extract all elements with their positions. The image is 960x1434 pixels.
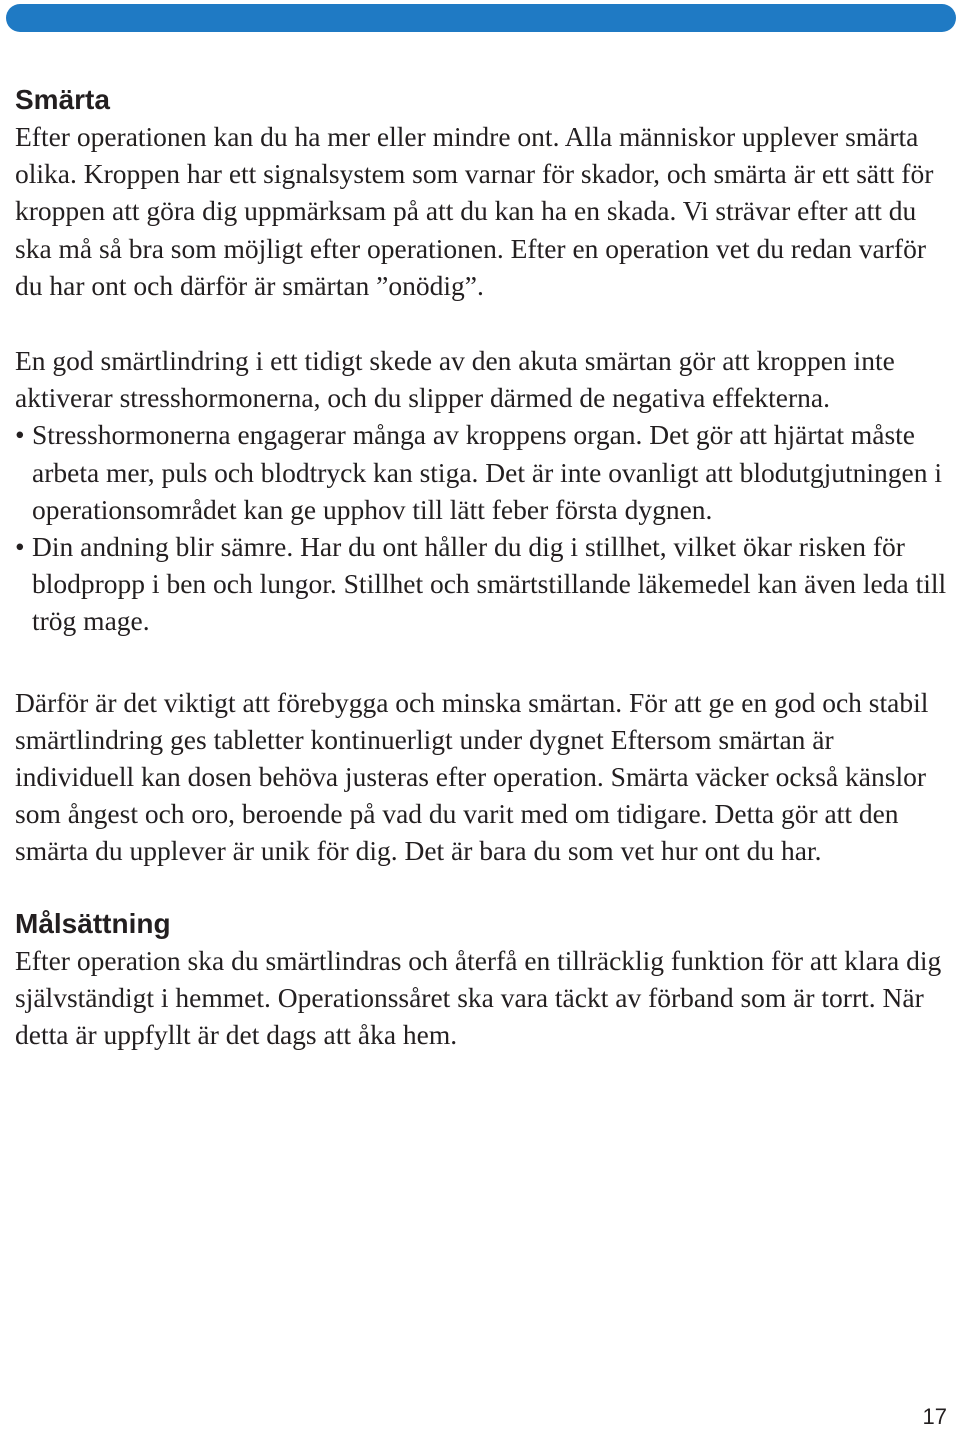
bullet-text: Stresshormonerna engagerar många av kroppens organ. Det gör att hjärtat måste arbeta mer, puls och blodtryck kan stiga. Det är inte ovanligt att blodutgjutningen i operationsområdet kan ge upphov till lätt feber första dygnen. — [32, 419, 942, 525]
pain-paragraph-3: Därför är det viktigt att förebygga och minska smärtan. För att ge en god och stabil smärtlindring ges tabletter kontinuerligt under dygnet Eftersom smärtan är individuell kan dosen behöva justeras efter operation. Smärta väcker också känslor som ångest och oro, beroende på vad du varit med om tidigare. Detta gör att den smärta du upplever är unik för dig. Det är bara du som vet hur ont du har. — [15, 686, 929, 867]
goal-paragraph: Efter operation ska du smärtlindras och återfå en tillräcklig funktion för att klara dig självständigt i hemmet. Operationssåret ska vara täckt av förband som är torrt. När detta är uppfyllt är det dags att åka hem. — [15, 944, 942, 1051]
pain-paragraph-2: En god smärtlindring i ett tidigt skede av den akuta smärtan gör att kroppen inte aktiverar stresshormonerna, och du slipper därmed de negativa effekterna. — [15, 345, 895, 414]
page-number: 17 — [922, 1404, 947, 1429]
bullet-item-stress-hormones — [15, 416, 950, 528]
section-heading-goal: Målsättning — [15, 907, 171, 939]
bullet-point-icon: • — [15, 531, 25, 563]
pain-paragraph-1: Efter operationen kan du ha mer eller mindre ont. Alla människor upplever smärta olika. Kroppen har ett signalsystem som varnar för skador, och smärta är ett sätt för kroppen att göra dig uppmärksam på att du kan ha en skada. Vi strävar efter att du ska må så bra som möjligt efter operationen. Efter en operation vet du redan varför du har ont och därför är smärtan ”onödig”. — [15, 121, 934, 301]
header-bar — [6, 4, 956, 32]
bullet-point-icon: • — [15, 419, 25, 451]
bullet-item-breathing — [15, 528, 950, 640]
section-heading-pain: Smärta — [15, 84, 110, 115]
page-content — [15, 82, 950, 1053]
bullet-text: Din andning blir sämre. Har du ont håller du dig i stillhet, vilket ökar risken för blodpropp i ben och lungor. Stillhet och smärtstillande läkemedel kan även leda till trög mage. — [32, 531, 947, 637]
